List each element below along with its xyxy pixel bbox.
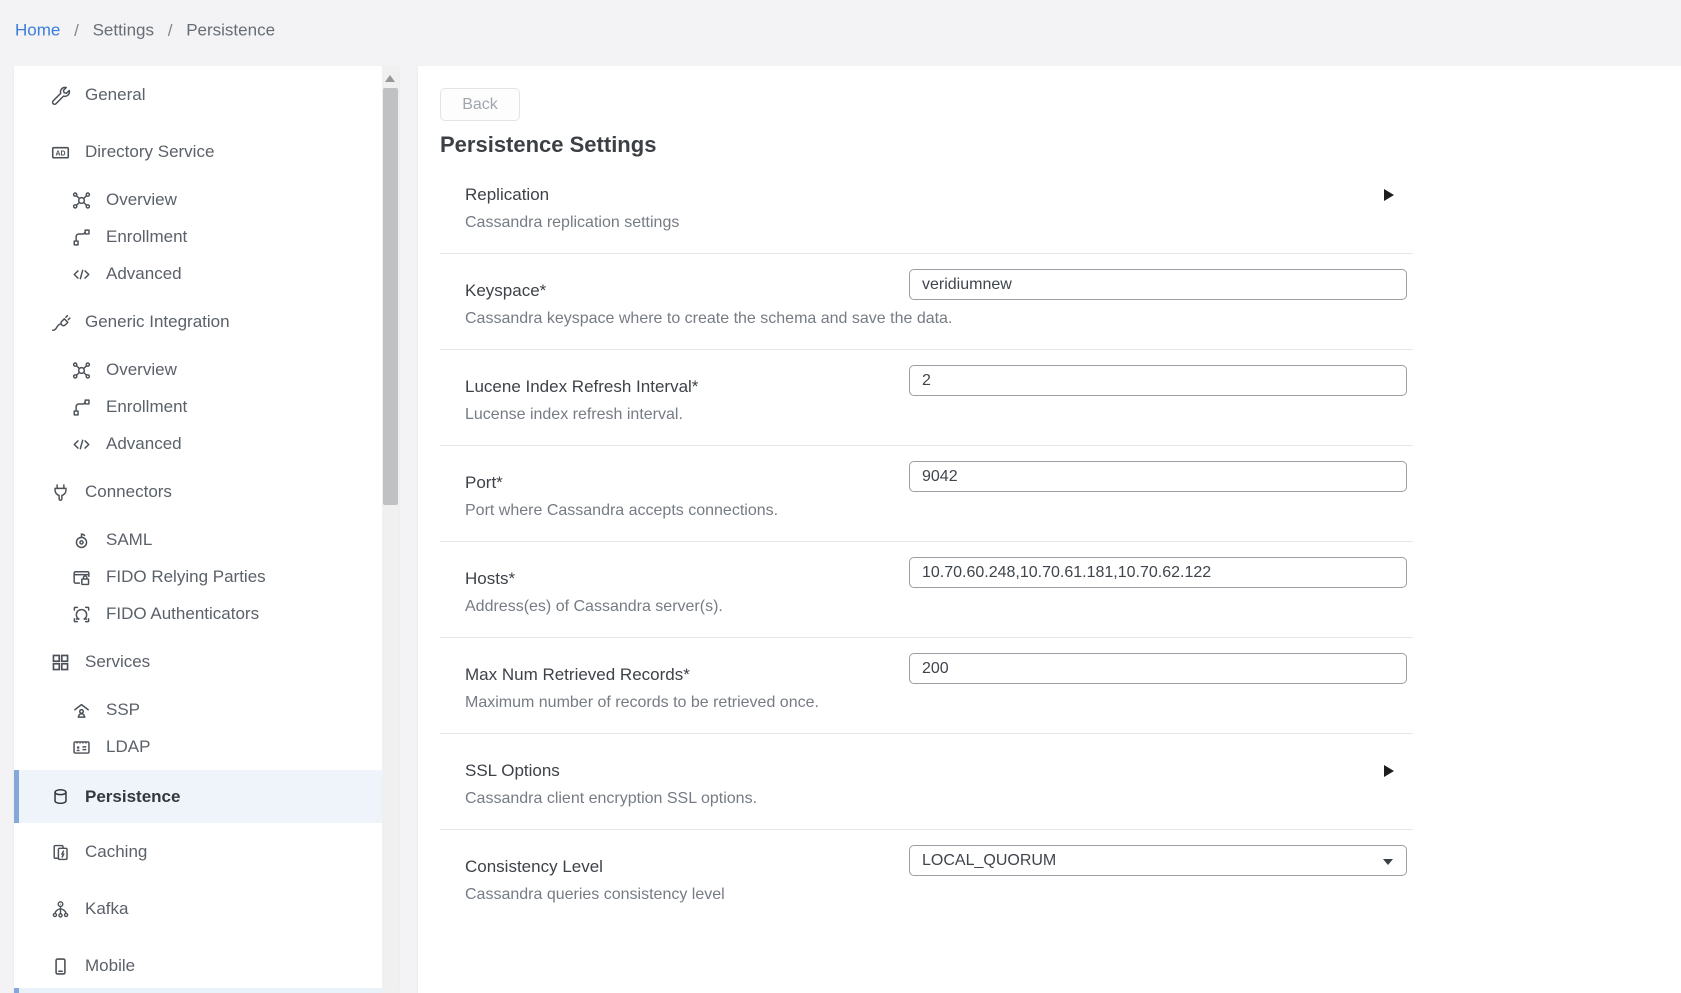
persistence-settings-panel [418, 66, 1681, 993]
sidebar-item-fido-relying-parties[interactable] [14, 560, 382, 594]
sidebar-item-mobile[interactable] [14, 949, 382, 983]
grid-icon [50, 652, 71, 673]
selected-option-label: LOCAL_QUORUM [922, 851, 1057, 869]
page-title: Persistence Settings [440, 132, 657, 157]
topology-icon [71, 190, 92, 211]
sidebar-item-generic-enrollment[interactable] [14, 390, 382, 424]
sidebar-item-directory-overview[interactable] [14, 183, 382, 217]
chevron-down-icon [1383, 859, 1393, 865]
scroll-up-arrow-icon[interactable] [385, 75, 395, 82]
sidebar-item-label: Generic Integration [85, 312, 230, 331]
hosts-input[interactable] [909, 557, 1407, 588]
row-label: Consistency Level [465, 857, 603, 876]
form-row-port [440, 446, 1413, 542]
sidebar-item-label: Services [85, 652, 151, 671]
person-scan-icon [71, 604, 92, 625]
row-label: Hosts* [465, 569, 516, 588]
sidebar-item-label: General [85, 85, 146, 104]
row-label: Port* [465, 473, 503, 492]
form-row-hosts [440, 542, 1413, 638]
row-label: Replication [465, 185, 550, 204]
sidebar-item-label: Overview [106, 360, 177, 379]
sidebar-item-label: Enrollment [106, 397, 188, 416]
sidebar-item-generic-overview[interactable] [14, 353, 382, 387]
form-row-consistency-level [440, 830, 1413, 926]
person-home-icon [71, 700, 92, 721]
breadcrumb-item-persistence: Persistence [186, 20, 276, 40]
database-icon [50, 786, 71, 807]
sidebar-scrollbar[interactable] [382, 66, 399, 993]
sidebar-item-label: Persistence [85, 786, 181, 806]
row-description: Port where Cassandra accepts connections. [465, 502, 779, 519]
browser-lock-icon [71, 567, 92, 588]
row-label: Keyspace* [465, 281, 547, 300]
row-label: Max Num Retrieved Records* [465, 665, 690, 684]
breadcrumb-link-home[interactable]: Home [15, 20, 61, 40]
back-button[interactable]: Back [440, 88, 520, 121]
sidebar-item-caching[interactable] [14, 835, 382, 869]
sidebar-item-label: SAML [106, 530, 153, 549]
settings-form [440, 158, 1413, 926]
sidebar-item-label: Enrollment [106, 227, 188, 246]
sidebar-item-kafka[interactable] [14, 892, 382, 926]
code-icon [71, 434, 92, 455]
form-row-keyspace [440, 254, 1413, 350]
sidebar-nav-list [14, 66, 399, 983]
port-input[interactable] [909, 461, 1407, 492]
sidebar-item-persistence[interactable] [14, 770, 382, 823]
wrench-icon [50, 85, 71, 106]
replication-expand-arrow-icon[interactable] [1384, 189, 1394, 201]
row-label: SSL Options [465, 761, 560, 780]
row-description: Cassandra queries consistency level [465, 886, 725, 903]
contact-card-icon [71, 737, 92, 758]
key-icon [71, 530, 92, 551]
breadcrumb-separator: / [167, 20, 173, 40]
max-records-input[interactable] [909, 653, 1407, 684]
row-description: Maximum number of records to be retrieved once. [465, 694, 819, 711]
sidebar-item-directory-service[interactable] [14, 135, 382, 169]
breadcrumb-separator: / [74, 20, 79, 40]
sidebar-item-services[interactable] [14, 645, 382, 679]
sidebar-item-connectors[interactable] [14, 475, 382, 509]
sidebar-item-label: Kafka [85, 899, 129, 918]
route-icon [71, 397, 92, 418]
sidebar-item-generic-advanced[interactable] [14, 427, 382, 461]
consistency-level-select[interactable] [909, 845, 1407, 876]
code-icon [71, 264, 92, 285]
row-description: Cassandra client encryption SSL options. [465, 790, 758, 807]
sidebar-item-label: FIDO Relying Parties [106, 567, 266, 586]
kafka-icon [50, 899, 71, 920]
sidebar-item-label: FIDO Authenticators [106, 604, 260, 623]
cache-icon [50, 842, 71, 863]
topology-icon [71, 360, 92, 381]
lucene-refresh-input[interactable] [909, 365, 1407, 396]
route-icon [71, 227, 92, 248]
form-row-lucene-refresh [440, 350, 1413, 446]
sidebar-item-label: Caching [85, 842, 148, 861]
sidebar-item-fido-authenticators[interactable] [14, 597, 382, 631]
sidebar-item-label: LDAP [106, 737, 151, 756]
sidebar-item-saml[interactable] [14, 523, 382, 557]
sidebar-item-ssp[interactable] [14, 693, 382, 727]
row-description: Cassandra replication settings [465, 214, 680, 231]
row-description: Lucense index refresh interval. [465, 406, 683, 423]
keyspace-input[interactable] [909, 269, 1407, 300]
form-row-ssl-options [440, 734, 1413, 830]
sidebar-item-label: Connectors [85, 482, 172, 501]
sidebar-item-directory-advanced[interactable] [14, 257, 382, 291]
sidebar-item-directory-enrollment[interactable] [14, 220, 382, 254]
sidebar-item-ldap[interactable] [14, 730, 382, 764]
row-label: Lucene Index Refresh Interval* [465, 377, 699, 396]
sidebar-item-general[interactable] [14, 78, 382, 112]
plug-icon [50, 482, 71, 503]
sidebar-item-label: Overview [106, 190, 177, 209]
mobile-icon [50, 956, 71, 977]
cable-icon [50, 312, 71, 333]
row-description: Address(es) of Cassandra server(s). [465, 598, 723, 615]
form-row-max-records [440, 638, 1413, 734]
settings-sidebar [14, 66, 399, 993]
row-description: Cassandra keyspace where to create the schema and save the data. [465, 310, 953, 327]
breadcrumb [0, 0, 1681, 66]
sidebar-item-label: Mobile [85, 956, 136, 975]
form-row-replication [440, 158, 1413, 254]
sidebar-item-label: Advanced [106, 264, 182, 283]
ad-badge-icon [50, 142, 71, 163]
sidebar-item-label: Directory Service [85, 142, 215, 161]
sidebar-partial-next-item [14, 988, 382, 993]
ssl-options-expand-arrow-icon[interactable] [1384, 765, 1394, 777]
sidebar-item-label: SSP [106, 700, 141, 719]
sidebar-item-generic-integration[interactable] [14, 305, 382, 339]
scrollbar-thumb[interactable] [383, 88, 398, 505]
breadcrumb-item-settings[interactable]: Settings [92, 20, 154, 40]
sidebar-item-label: Advanced [106, 434, 182, 453]
